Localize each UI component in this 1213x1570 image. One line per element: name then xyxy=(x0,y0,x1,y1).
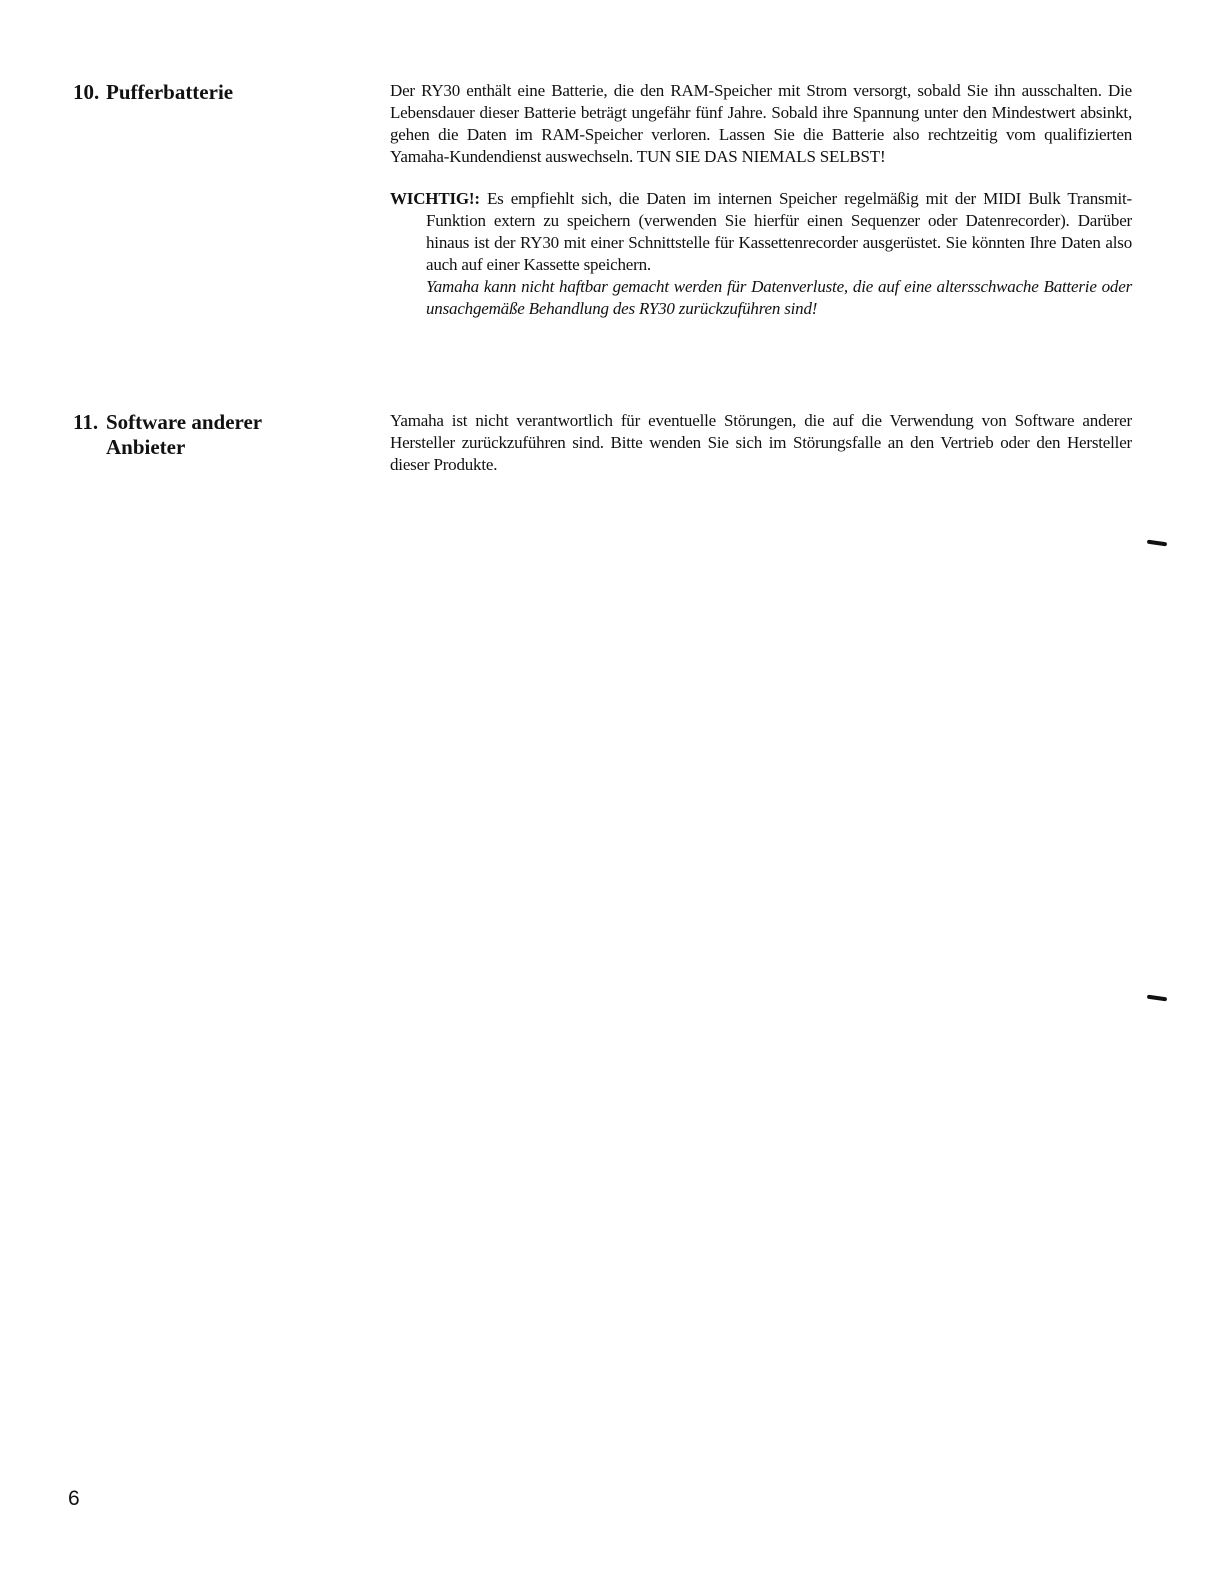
section-heading xyxy=(73,80,373,105)
note-disclaimer: Yamaha kann nicht haftbar gemacht werden für Datenverluste, die auf eine altersschwache Batterie oder unsachgemäße Behandlung des RY30 zurückzuführen sind! xyxy=(426,277,1132,318)
body-paragraph: Yamaha ist nicht verantwortlich für eventuelle Störungen, die auf die Verwendung von Software anderer Hersteller zurückzuführen sind. Bitte wenden Sie sich im Störungsfalle an den Vertrieb oder den Hersteller dieser Produkte. xyxy=(390,411,1132,474)
body-paragraph: Der RY30 enthält eine Batterie, die den RAM-Speicher mit Strom versorgt, sobald Sie ihn ausschalten. Die Lebensdauer dieser Batterie beträgt ungefähr fünf Jahre. Sobald ihre Spannung unter den Mindestwert absinkt, gehen die Daten im RAM-Speicher verloren. Lassen Sie die Batterie also rechtzeitig vom qualifizierten Yamaha-Kundendienst auswechseln. TUN SIE DAS NIEMALS SELBST! xyxy=(390,81,1132,166)
note-text: Es empfiehlt sich, die Daten im internen Speicher regelmäßig mit der MIDI Bulk Transmit-Funktion extern zu speichern (verwenden Sie hierfür einen Sequenzer oder Datenrecorder). Darüber hinaus ist der RY30 mit einer Schnittstelle für Kassettenrecorder ausgerüstet. Sie könnten Ihre Daten also auch auf einer Kassette speichern. xyxy=(426,189,1132,274)
section-body xyxy=(390,80,1132,320)
section-number: 10. xyxy=(73,80,100,104)
page-number: 6 xyxy=(68,1487,80,1510)
important-note xyxy=(390,188,1132,320)
margin-mark xyxy=(1147,540,1167,547)
section-title: Pufferbatterie xyxy=(106,80,234,104)
section-title-line2: Anbieter xyxy=(106,435,186,459)
section-title-line1: Software anderer xyxy=(106,410,263,434)
note-label: WICHTIG!: xyxy=(390,189,480,208)
section-body xyxy=(390,410,1132,496)
margin-mark xyxy=(1147,995,1167,1002)
section-number: 11. xyxy=(73,410,99,434)
section-heading xyxy=(73,410,373,460)
